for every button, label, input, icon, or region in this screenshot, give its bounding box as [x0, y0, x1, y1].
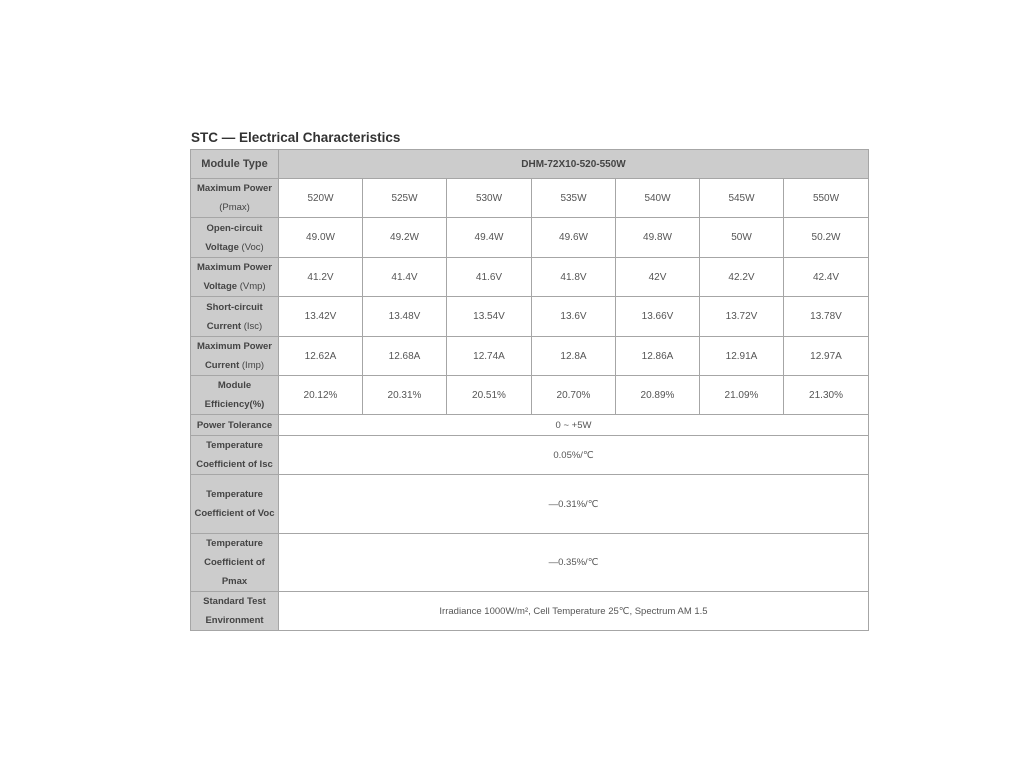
table-cell: 41.6V	[447, 258, 532, 297]
table-cell: 49.2W	[363, 218, 447, 258]
table-cell: 42.2V	[700, 258, 784, 297]
table-cell: 13.54V	[447, 297, 532, 337]
table-cell: 42.4V	[784, 258, 869, 297]
row-label	[191, 258, 279, 297]
row-label-unit: (Isc)	[243, 320, 263, 332]
table-cell: 49.8W	[616, 218, 700, 258]
table-cell: 20.12%	[279, 376, 363, 415]
table-cell: 525W	[363, 179, 447, 218]
table-row	[191, 258, 869, 297]
row-label-main: Maximum Power Voltage	[197, 262, 272, 292]
electrical-characteristics-table	[190, 149, 869, 631]
row-label-unit: (Pmax)	[219, 202, 250, 213]
table-cell: 13.6V	[532, 297, 616, 337]
row-label-main: Maximum Power Current	[197, 341, 272, 371]
table-cell: 530W	[447, 179, 532, 218]
table-row	[191, 415, 869, 436]
row-label-main: Maximum Power	[197, 183, 272, 194]
table-cell: 20.31%	[363, 376, 447, 415]
table-cell: 49.6W	[532, 218, 616, 258]
table-cell: 0.05%/℃	[279, 436, 869, 475]
table-title: STC — Electrical Characteristics	[191, 130, 401, 145]
row-label	[191, 218, 279, 258]
row-label: Power Tolerance	[191, 415, 279, 436]
table-cell: 20.70%	[532, 376, 616, 415]
table-cell: 12.68A	[363, 337, 447, 376]
row-label-unit: (Imp)	[241, 360, 265, 371]
table-cell: 20.51%	[447, 376, 532, 415]
table-cell: 21.09%	[700, 376, 784, 415]
table-cell: 20.89%	[616, 376, 700, 415]
table-cell: 42V	[616, 258, 700, 297]
row-label: Temperature Coefficient of Isc	[191, 436, 279, 475]
table-cell: 540W	[616, 179, 700, 218]
table-cell: 0 ~ +5W	[279, 415, 869, 436]
table-cell: 12.91A	[700, 337, 784, 376]
table-cell: —0.31%/℃	[279, 475, 869, 534]
table-row	[191, 376, 869, 415]
table-cell: 520W	[279, 179, 363, 218]
table-cell: 50W	[700, 218, 784, 258]
table-cell: 41.8V	[532, 258, 616, 297]
table-row	[191, 337, 869, 376]
table-cell: 12.8A	[532, 337, 616, 376]
table-cell: 13.72V	[700, 297, 784, 337]
table-cell: 535W	[532, 179, 616, 218]
table-row	[191, 436, 869, 475]
row-label: Temperature Coefficient of Voc	[191, 475, 279, 534]
table-cell: 545W	[700, 179, 784, 218]
table-row	[191, 475, 869, 534]
table-cell: 12.86A	[616, 337, 700, 376]
row-label-main: Short-circuit Current	[206, 301, 263, 332]
table-cell: Irradiance 1000W/m², Cell Temperature 25℃, Spectrum AM 1.5	[279, 592, 869, 631]
table-cell: 49.4W	[447, 218, 532, 258]
table-cell: 21.30%	[784, 376, 869, 415]
table-cell: —0.35%/℃	[279, 534, 869, 592]
table-header-row	[191, 150, 869, 179]
table-row	[191, 592, 869, 631]
row-label-unit: (Voc)	[241, 241, 264, 253]
table-cell: 41.4V	[363, 258, 447, 297]
row-label-unit: (Vmp)	[239, 281, 266, 292]
module-type-label: Module Type	[191, 150, 279, 179]
table-cell: 550W	[784, 179, 869, 218]
table-cell: 12.74A	[447, 337, 532, 376]
table-row	[191, 297, 869, 337]
module-model: DHM-72X10-520-550W	[279, 150, 869, 179]
table-cell: 13.48V	[363, 297, 447, 337]
row-label	[191, 376, 279, 415]
table-cell: 12.97A	[784, 337, 869, 376]
table-row	[191, 218, 869, 258]
table-cell: 12.62A	[279, 337, 363, 376]
table-cell: 50.2W	[784, 218, 869, 258]
row-label	[191, 297, 279, 337]
row-label	[191, 179, 279, 218]
row-label-main: Module Efficiency(%)	[204, 380, 265, 410]
table-row	[191, 534, 869, 592]
table-cell: 49.0W	[279, 218, 363, 258]
row-label	[191, 337, 279, 376]
table-cell: 13.78V	[784, 297, 869, 337]
table-cell: 13.66V	[616, 297, 700, 337]
row-label: Standard Test Environment	[191, 592, 279, 631]
table-cell: 41.2V	[279, 258, 363, 297]
row-label: Temperature Coefficient of Pmax	[191, 534, 279, 592]
row-label-main: Open-circuit Voltage	[205, 222, 263, 253]
table-row	[191, 179, 869, 218]
table-cell: 13.42V	[279, 297, 363, 337]
